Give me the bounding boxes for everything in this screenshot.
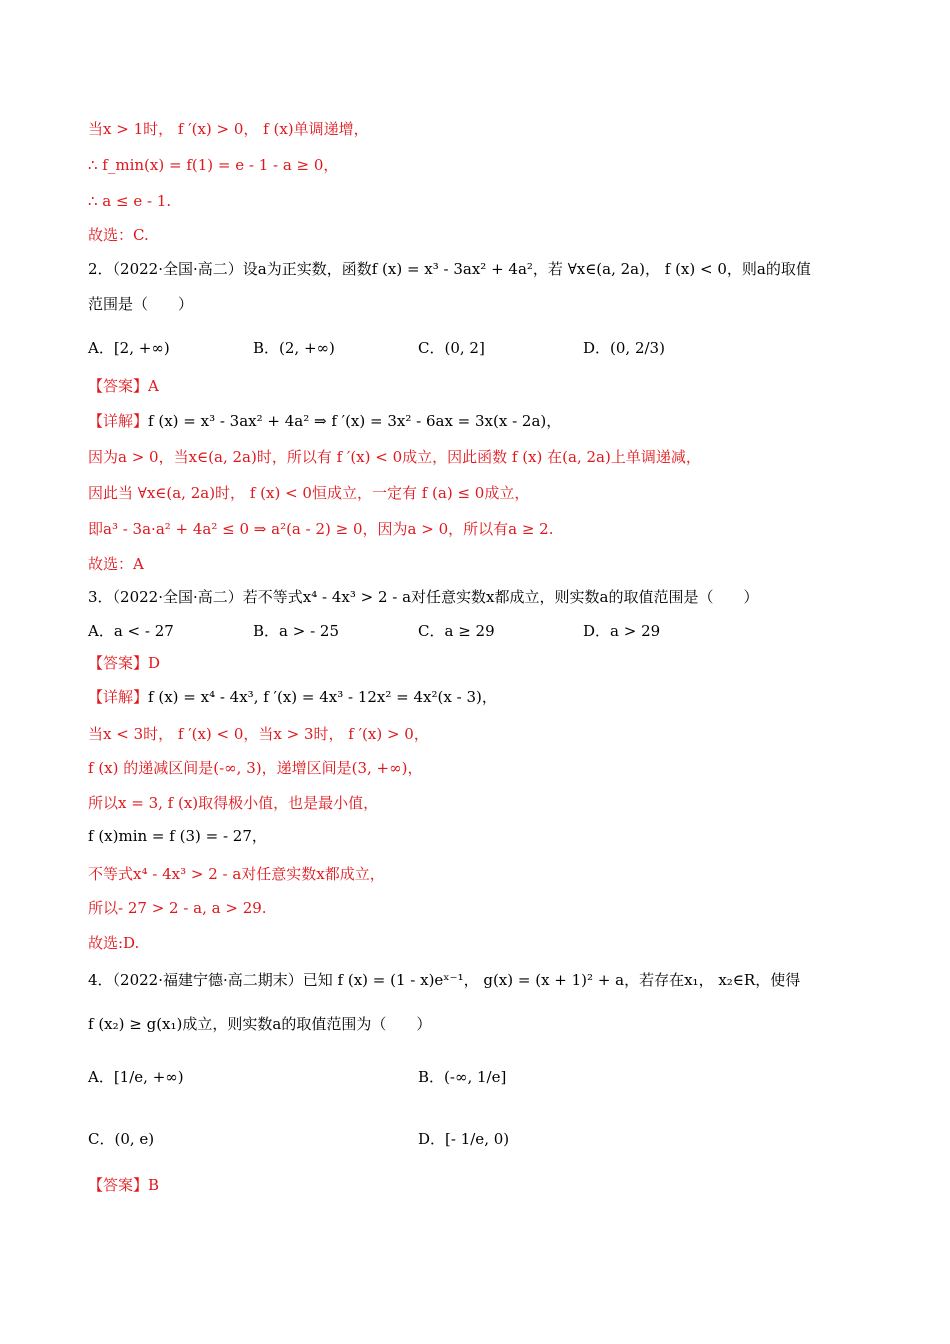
q2-selection: 故选：A (88, 555, 144, 573)
q3-detail-tag: 【详解】 (88, 688, 149, 706)
q2-stem-line-1: 2．（2022·全国·高二）设a为正实数，函数f (x) = x³ - 3ax² + 4a²，若 ∀x∈(a, 2a)， f (x) < 0，则a的取值 (88, 260, 811, 278)
q4-option-c: C．(0, e) (88, 1130, 155, 1148)
q3-detail-formula: f (x) = x⁴ - 4x³, f ′(x) = 4x³ - 12x² = 4x²(x - 3)， (148, 688, 497, 706)
q3-detail-line-7: 所以- 27 > 2 - a, a > 29. (88, 899, 267, 917)
q2-stem-line-2: 范围是（ ） (88, 295, 194, 313)
q2-answer: 【答案】A (88, 377, 159, 395)
q2-detail-tag: 【详解】 (88, 412, 149, 430)
q1-selection: 故选：C. (88, 226, 149, 244)
q2-option-d: D．(0, 2/3) (583, 339, 665, 357)
q1-solution-line-3: ∴ a ≤ e - 1. (88, 192, 172, 210)
q2-detail-line-1 (88, 410, 561, 432)
q3-option-c: C．a ≥ 29 (418, 622, 495, 640)
q4-option-a: A．[1/e, +∞) (88, 1068, 184, 1086)
q4-option-b: B．(-∞, 1/e] (418, 1068, 507, 1086)
q3-selection: 故选:D. (88, 934, 140, 952)
q3-answer: 【答案】D (88, 654, 161, 672)
q2-detail-line-3: 因此当 ∀x∈(a, 2a)时， f (x) < 0恒成立，一定有 f (a) ≤ 0成立， (88, 484, 530, 502)
q4-answer: 【答案】B (88, 1176, 160, 1194)
q2-detail-formula: f (x) = x³ - 3ax² + 4a² ⇒ f ′(x) = 3x² - 6ax = 3x(x - 2a)， (148, 412, 562, 430)
q2-detail-line-2: 因为a > 0，当x∈(a, 2a)时，所以有 f ′(x) < 0成立，因此函数 f (x) 在(a, 2a)上单调递减， (88, 448, 701, 466)
q1-solution-line-2: ∴ f_min(x) = f(1) = e - 1 - a ≥ 0， (88, 156, 339, 174)
q3-option-d: D．a > 29 (583, 622, 661, 640)
q1-solution-line-1: 当x > 1时， f ′(x) > 0， f (x)单调递增， (88, 120, 369, 138)
q3-stem: 3．（2022·全国·高二）若不等式x⁴ - 4x³ > 2 - a对任意实数x都成立，则实数a的取值范围是（ ） (88, 588, 759, 606)
q2-option-c: C．(0, 2] (418, 339, 485, 357)
q2-detail-line-4: 即a³ - 3a·a² + 4a² ≤ 0 ⇒ a²(a - 2) ≥ 0，因为a > 0，所以有a ≥ 2. (88, 520, 554, 538)
q3-detail-line-3: f (x) 的递减区间是(-∞, 3)，递增区间是(3, +∞)， (88, 759, 423, 777)
q3-detail-line-6: 不等式x⁴ - 4x³ > 2 - a对任意实数x都成立， (88, 865, 385, 883)
q3-detail-line-4: 所以x = 3, f (x)取得极小值，也是最小值， (88, 794, 379, 812)
q4-stem-line-1: 4．（2022·福建宁德·高二期末）已知 f (x) = (1 - x)eˣ⁻¹， g(x) = (x + 1)² + a，若存在x₁， x₂∈R，使得 (88, 971, 801, 989)
q3-option-b: B．a > - 25 (253, 622, 339, 640)
q3-detail-line-2: 当x < 3时， f ′(x) < 0，当x > 3时， f ′(x) > 0， (88, 725, 429, 743)
q4-option-d: D．[- 1/e, 0) (418, 1130, 510, 1148)
q2-option-a: A．[2, +∞) (88, 339, 170, 357)
q4-stem-line-2: f (x₂) ≥ g(x₁)成立，则实数a的取值范围为（ ） (88, 1015, 432, 1033)
q2-option-b: B．(2, +∞) (253, 339, 335, 357)
q3-option-a: A．a < - 27 (88, 622, 174, 640)
q3-detail-line-1 (88, 686, 497, 708)
q3-detail-line-5: f (x)min = f (3) = - 27， (88, 827, 267, 845)
